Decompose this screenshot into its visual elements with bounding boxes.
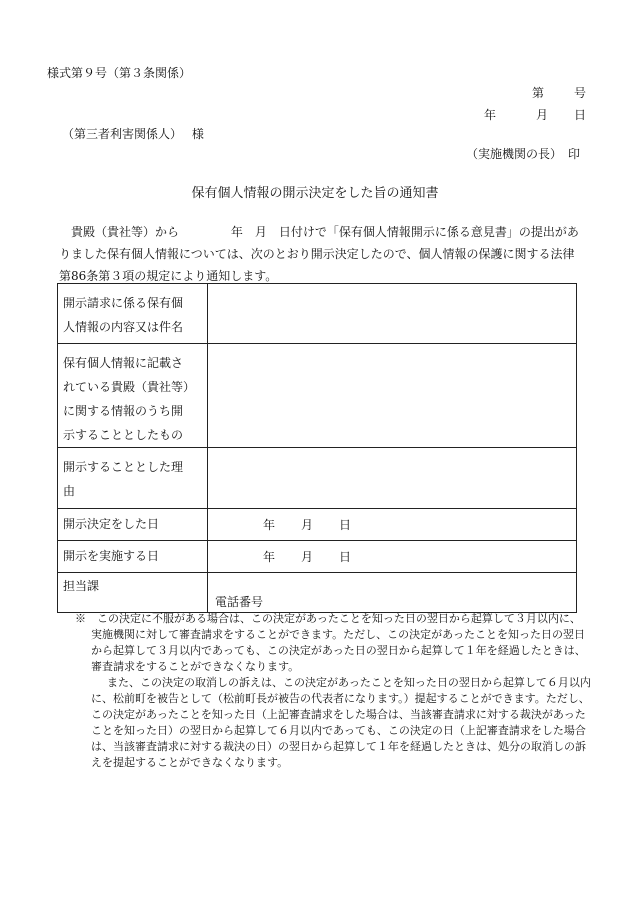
issue-date-day: 日 [573,108,586,122]
disclosure-info-table [57,283,577,613]
row-label-implementation-date: 開示を実施する日 [58,541,208,573]
implementation-date-year: 年 [263,550,276,564]
note-line: この決定に不服がある場合は、この決定があったことを知った日の翌日から起算して３月以内に、 [97,612,581,625]
row-label-decision-date: 開示決定をした日 [58,509,208,541]
table-row [58,284,577,344]
request-content-field[interactable] [208,284,577,344]
number-suffix: 号 [573,86,586,100]
phone-label: 電話番号 [215,595,264,609]
note-line: 審査請求をすることができなくなります。 [91,660,300,673]
note-line: また、この決定の取消しの訴えは、この決定があったことを知った日の翌日から起算して６月以内 [107,676,591,689]
note-line: は、当該審査請求に対する裁決の日）の翌日から起算して１年を経過したときは、処分の取消しの訴 [91,740,586,753]
body-line: 第86条第３項の規定により通知します。 [59,269,278,283]
note-line: から起算して３月以内であっても、この決定があった日の翌日から起算して１年を経過したときは、 [91,644,586,657]
issue-date-month: 月 [536,108,549,122]
note-line: に、松前町を被告として（松前町長が被告の代表者になります。）提起することができます。ただし、 [91,692,590,705]
document-title: 保有個人情報の開示決定をした旨の通知書 [191,186,439,201]
issue-date-year: 年 [484,108,497,122]
decision-date-day: 日 [339,518,352,532]
implementation-date-month: 月 [301,550,314,564]
implementation-date-field[interactable] [208,541,577,573]
note-line: えを提起することができなくなります。 [91,756,289,769]
disclosed-info-field[interactable] [208,344,577,448]
row-label-reason: 開示することとした理 由 [58,448,208,509]
form-number: 様式第９号（第３条関係） [47,66,192,80]
issuer: （実施機関の長） 印 [466,147,581,161]
table-row [58,448,577,509]
body-line: 貴殿（貴社等）から 年 月 日付けで「保有個人情報開示に係る意見書」の提出があ [71,225,579,239]
table-row [58,509,577,541]
body-paragraph [59,221,589,287]
department-field[interactable] [208,573,577,613]
reason-field[interactable] [208,448,577,509]
table-row [58,541,577,573]
row-label-disclosed-info: 保有個人情報に記載さ れている貴殿（貴社等） に関する情報のうち開 示することとしたもの [58,344,208,448]
note-line: 実施機関に対して審査請求をすることができます。ただし、この決定があったことを知った日の翌日 [91,628,586,641]
row-label-request-content: 開示請求に係る保有個 人情報の内容又は件名 [58,284,208,344]
number-prefix: 第 [532,86,545,100]
note-line: ことを知った日）の翌日から起算して６月以内であっても、この決定の日（上記審査請求をした場合 [91,724,586,737]
note-line: この決定があったことを知った日（上記審査請求をした場合は、当該審査請求に対する裁決があった [91,708,586,721]
body-line: りました保有個人情報については、次のとおり開示決定したので、個人情報の保護に関する法律 [59,247,575,261]
recipient: （第三者利害関係人） 様 [62,127,204,141]
note-mark: ※ [75,612,86,625]
row-label-department: 担当課 [58,573,208,613]
implementation-date-day: 日 [339,550,352,564]
decision-date-field[interactable] [208,509,577,541]
table-row [58,573,577,613]
table-row [58,344,577,448]
notes [75,611,591,771]
decision-date-year: 年 [263,518,276,532]
decision-date-month: 月 [301,518,314,532]
